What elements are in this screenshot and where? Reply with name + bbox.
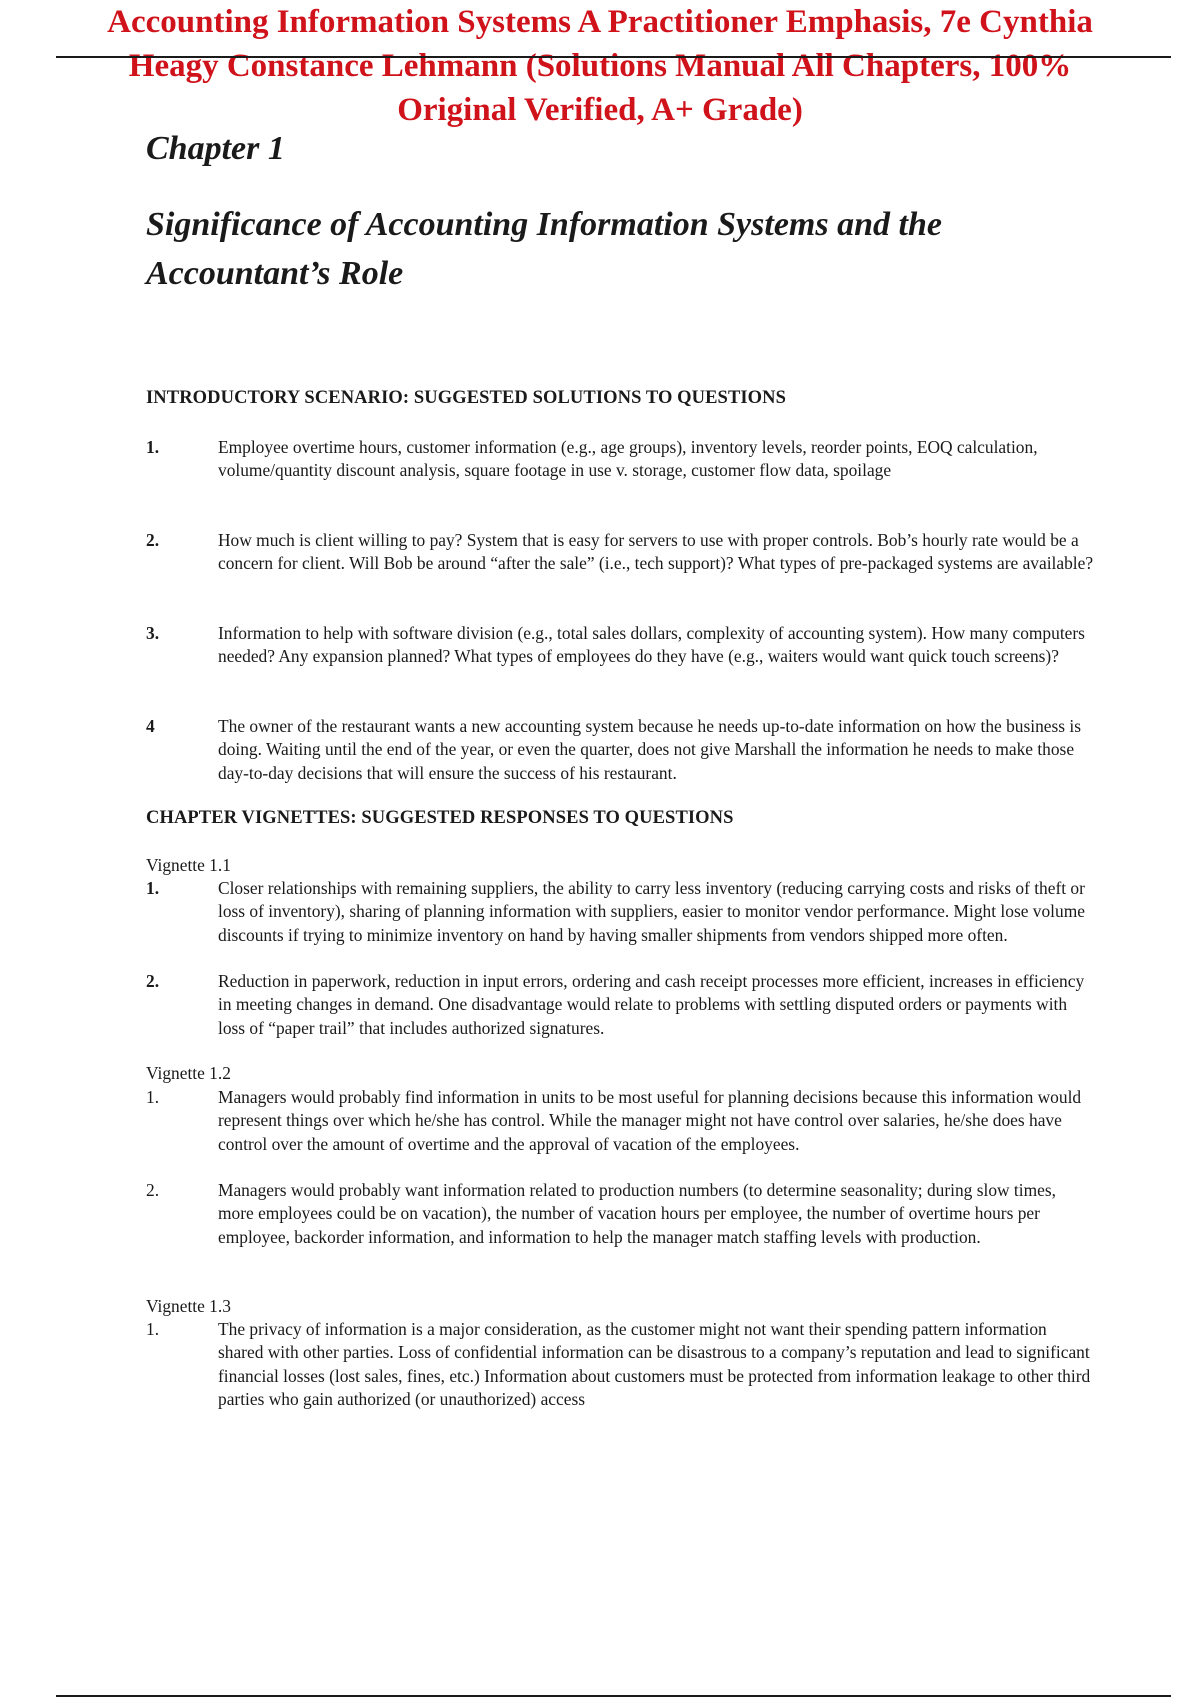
banner-line-1: Accounting Information Systems A Practitioner Emphasis, 7e Cynthia [107,4,1093,40]
chapter-title [146,200,1086,298]
item-text: Information to help with software division (e.g., total sales dollars, complexity of accounting system). How many computers needed? Any expansion planned? What types of employees do they have (e.g., waiters would want quick touch screens)? [218,623,1085,667]
item-number: 1. [146,878,160,898]
intro-item-2 [146,529,1096,576]
vignette-1-2-item-2 [146,1179,1096,1249]
item-number: 1. [146,437,160,457]
item-number: 1. [146,1319,160,1339]
item-number: 2. [146,1180,160,1200]
item-number: 2. [146,971,160,991]
intro-item-3 [146,622,1096,669]
item-text: The privacy of information is a major consideration, as the customer might not want their spending pattern information shared with other parties. Loss of confidential information can be disastrous to a company’s reputation and lead to significant financial losses (lost sales, fines, etc.) Information about customers must be protected from information leakage to other third parties who gain authorized (or unauthorized) access [218,1319,1091,1409]
vignette-1-3-item-1 [146,1318,1096,1411]
item-number: 3. [146,623,160,643]
vignette-1-2-item-1 [146,1086,1096,1156]
vignette-1-3-label: Vignette 1.3 [146,1296,231,1316]
item-number: 4 [146,716,155,736]
banner-line-2: Heagy Constance Lehmann (Solutions Manual All Chapters, 100% [128,48,1072,84]
item-number: 1. [146,1087,160,1107]
item-text: Employee overtime hours, customer information (e.g., age groups), inventory levels, reorder points, EOQ calculation, volume/quantity discount analysis, square footage in use v. storage, customer flow data, spoilage [218,437,1038,481]
item-text: The owner of the restaurant wants a new accounting system because he needs up-to-date information on how the business is doing. Waiting until the end of the year, or even the quarter, does not give Marshall the information he needs to make those day-to-day decisions that will ensure the success of his restaurant. [218,716,1082,783]
top-divider [56,56,1171,58]
vignette-1-1-item-1 [146,877,1096,947]
chapter-title-line-1: Significance of Accounting Information Systems and the [146,206,942,243]
intro-item-4 [146,715,1096,785]
item-text: Managers would probably want information related to production numbers (to determine seasonality; during slow times, more employees could be on vacation), the number of vacation hours per employee, the number of overtime hours per employee, backorder information, and information to help the manager match staffing levels with production. [218,1180,1056,1247]
item-text: Managers would probably find information in units to be most useful for planning decisions because this information would represent things over which he/she has control. While the manager might not have control over salaries, he/she does have control over the amount of overtime and the approval of vacation of the employees. [218,1087,1082,1154]
intro-item-1 [146,436,1096,483]
vignette-1-2-label: Vignette 1.2 [146,1063,231,1083]
vignettes-section-heading: CHAPTER VIGNETTES: SUGGESTED RESPONSES TO QUESTIONS [146,808,734,828]
chapter-title-line-2: Accountant’s Role [146,255,404,292]
vignette-1-1-item-2 [146,970,1096,1040]
item-text: Closer relationships with remaining suppliers, the ability to carry less inventory (reducing carrying costs and risks of theft or loss of inventory), sharing of planning information with suppliers, easier to monitor vendor performance. Might lose volume discounts if trying to minimize inventory on hand by having smaller shipments from vendors shipped more often. [218,878,1085,945]
intro-section-heading: INTRODUCTORY SCENARIO: SUGGESTED SOLUTIONS TO QUESTIONS [146,388,787,408]
banner-line-3: Original Verified, A+ Grade) [397,92,803,128]
vignette-1-1-label: Vignette 1.1 [146,855,231,875]
item-number: 2. [146,530,160,550]
item-text: How much is client willing to pay? System that is easy for servers to use with proper controls. Bob’s hourly rate would be a concern for client. Will Bob be around “after the sale” (i.e., tech support)? What types of pre-packaged systems are available? [218,530,1094,574]
document-banner-title [0,0,1200,132]
bottom-divider [56,1695,1171,1697]
item-text: Reduction in paperwork, reduction in input errors, ordering and cash receipt processes more efficient, increases in efficiency in meeting changes in demand. One disadvantage would relate to problems with settling disputed orders or payments with loss of “paper trail” that includes authorized signatures. [218,971,1085,1038]
chapter-label: Chapter 1 [146,130,285,167]
